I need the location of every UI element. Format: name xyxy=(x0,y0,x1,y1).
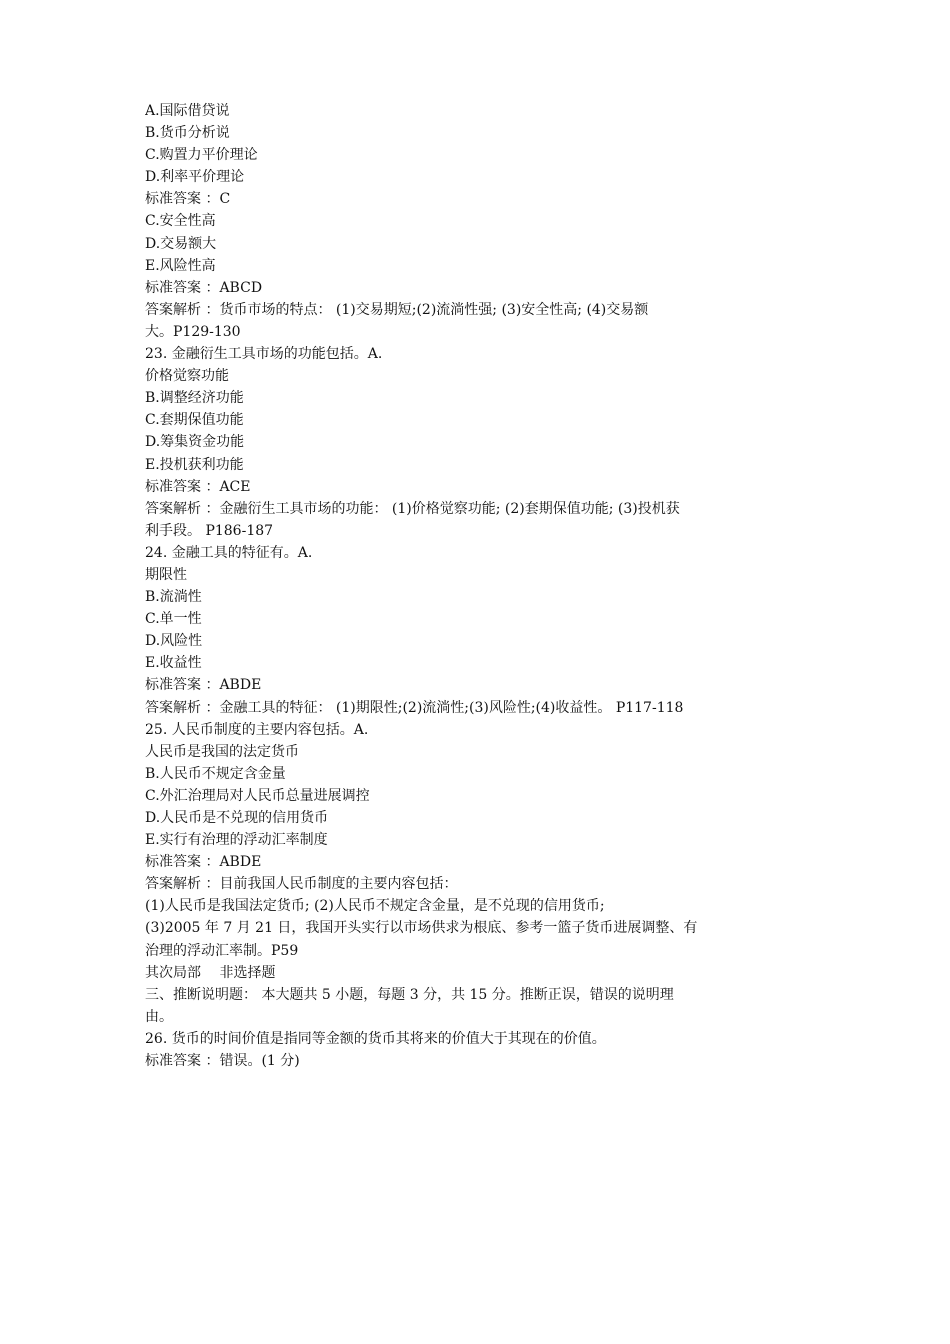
option-line: C.购置力平价理论 xyxy=(145,147,258,164)
option-line: D.利率平价理论 xyxy=(145,169,245,186)
option-line: D.风险性 xyxy=(145,633,203,650)
option-line: D.人民币是不兑现的信用货币 xyxy=(145,810,329,826)
question-line: 23. 金融衍生工具市场的功能包括。A. xyxy=(145,346,383,363)
answer-line: 标准答案 ：ABCD xyxy=(145,279,263,296)
option-line: 人民币是我国的法定货币 xyxy=(145,743,299,760)
document-page xyxy=(145,100,810,1072)
explanation-line: 答案解析 ：货币市场的特点： (1)交易期短;(2)流淌性强; (3)安全性高; (4)交易额 xyxy=(145,301,649,318)
explanation-line: 答案解析 ：金融衍生工具市场的功能： (1)价格觉察功能; (2)套期保值功能; (3)投机获 xyxy=(145,500,680,517)
option-line: 价格觉察功能 xyxy=(145,368,229,385)
explanation-line: (3)2005 年 7 月 21 日，我国开头实行以市场供求为根底、参考一篮子货币进展调整、有 xyxy=(145,920,698,937)
explanation-line: (1)人民币是我国法定货币; (2)人民币不规定含金量，是不兑现的信用货币; xyxy=(145,898,605,915)
explanation-line: 治理的浮动汇率制。P59 xyxy=(145,942,299,959)
option-line: B.调整经济功能 xyxy=(145,390,244,407)
option-line: 期限性 xyxy=(145,566,187,583)
option-line: C.套期保值功能 xyxy=(145,412,244,429)
explanation-line: 答案解析 ：金融工具的特征： (1)期限性;(2)流淌性;(3)风险性;(4)收益性。 P117-118 xyxy=(145,699,684,716)
option-line: A.国际借贷说 xyxy=(145,103,230,119)
explanation-line: 大。P129-130 xyxy=(145,323,241,340)
section-instructions: 由。 xyxy=(145,1008,173,1025)
explanation-line: 利手段。 P186-187 xyxy=(145,522,274,539)
question-line: 26. 货币的时间价值是指同等金额的货币其将来的价值大于其现在的价值。 xyxy=(145,1030,606,1047)
option-line: E.收益性 xyxy=(145,655,202,672)
option-line: C.外汇治理局对人民币总量进展调控 xyxy=(145,787,370,804)
option-line: C.安全性高 xyxy=(145,213,216,230)
option-line: E.投机获利功能 xyxy=(145,456,244,473)
answer-line: 标准答案 ：ABDE xyxy=(145,854,262,871)
answer-line: 标准答案 ：ABDE xyxy=(145,677,262,694)
option-line: B.货币分析说 xyxy=(145,125,230,142)
section-instructions: 三、推断说明题： 本大题共 5 小题，每题 3 分，共 15 分。推断正误，错误的说明理 xyxy=(145,986,674,1003)
option-line: B.人民币不规定含金量 xyxy=(145,765,286,782)
option-line: B.流淌性 xyxy=(145,589,202,606)
question-line: 25. 人民币制度的主要内容包括。A. xyxy=(145,721,369,738)
question-line: 24. 金融工具的特征有。A. xyxy=(145,544,313,561)
answer-line: 标准答案 ：C xyxy=(145,191,231,208)
option-line: C.单一性 xyxy=(145,611,202,628)
answer-line: 标准答案 ：ACE xyxy=(145,478,251,495)
option-line: E.风险性高 xyxy=(145,257,216,274)
section-heading: 其次局部 非选择题 xyxy=(145,964,276,981)
explanation-line: 答案解析 ：目前我国人民币制度的主要内容包括： xyxy=(145,876,458,893)
option-line: E.实行有治理的浮动汇率制度 xyxy=(145,832,328,849)
option-line: D.交易额大 xyxy=(145,235,217,252)
answer-line: 标准答案 ：错误。(1 分) xyxy=(145,1053,300,1070)
option-line: D.筹集资金功能 xyxy=(145,434,245,451)
